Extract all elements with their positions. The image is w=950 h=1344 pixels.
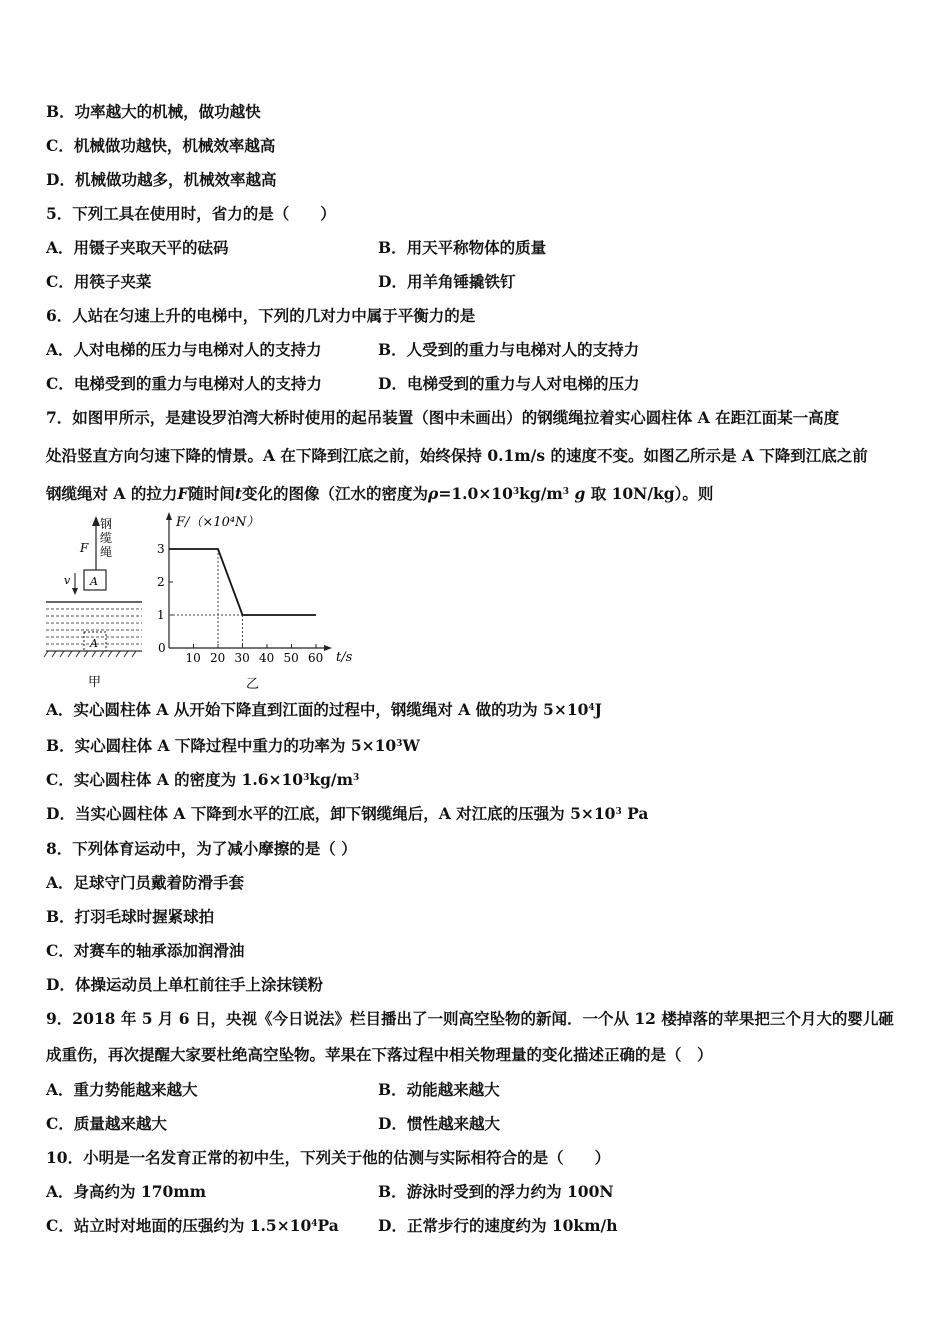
y-tick-label: 3 [157, 542, 165, 556]
rope-label-2: 缆 [100, 531, 113, 545]
q8-option-c: C．对赛车的轴承添加润滑油 [46, 941, 245, 960]
q7-option-d: D．当实心圆柱体 A 下降到水平的江底，卸下钢缆绳后，A 对江底的压强为 $5\times 10^3$ Pa [46, 804, 649, 823]
riverbed-hatch [44, 651, 136, 657]
figure-jia [44, 516, 142, 690]
x-tick-label: 50 [283, 651, 299, 665]
force-label: F [80, 541, 89, 555]
block-a-bottom-label: A [90, 637, 98, 650]
y-axis-arrow-icon [166, 512, 172, 520]
q9-option-c: C．质量越来越大 [46, 1114, 167, 1133]
x-tick-label: 60 [308, 651, 324, 665]
figure-yi [157, 512, 353, 692]
q7-figure [40, 506, 370, 692]
q10-option-c: C．站立时对地面的压强约为 $1.5\times 10^4Pa$ [46, 1216, 339, 1235]
caption-jia: 甲 [88, 675, 102, 690]
q6-option-a: A．人对电梯的压力与电梯对人的支持力 [46, 340, 322, 359]
block-a-label: A [90, 575, 98, 588]
q4-option-d: D．机械做功越多，机械效率越高 [46, 170, 277, 189]
x-tick-label: 30 [234, 651, 250, 665]
x-tick-label: 20 [210, 651, 226, 665]
q9-option-a: A．重力势能越来越大 [46, 1080, 198, 1099]
q10-option-a: A．身高约为 170mm [46, 1182, 207, 1201]
origin-label: 0 [158, 641, 166, 655]
x-tick-label: 10 [185, 651, 201, 665]
force-arrow-icon [92, 516, 100, 526]
velocity-label: v [64, 574, 71, 587]
y-tick-label: 1 [157, 608, 165, 622]
q8-stem: 8．下列体育运动中，为了减小摩擦的是（ ） [46, 839, 357, 858]
q5-option-c: C．用筷子夹菜 [46, 272, 152, 291]
q5-option-d: D．用羊角锤撬铁钉 [378, 272, 516, 291]
q10-option-d: D．正常步行的速度约为 10km/h [378, 1216, 618, 1235]
q4-option-c: C．机械做功越快，机械效率越高 [46, 136, 276, 155]
q8-option-d: D．体操运动员上单杠前往手上涂抹镁粉 [46, 975, 323, 994]
q7-option-c: C．实心圆柱体 A 的密度为 $1.6\times 10^3kg/m^3$ [46, 770, 360, 789]
q7-stem-line2: 处沿竖直方向匀速下降的情景。A 在下降到江底之前，始终保持 0.1m/s 的速度不变。如图乙所示是 A 下降到江底之前 [46, 446, 868, 465]
q9-option-b: B．动能越来越大 [378, 1080, 500, 1099]
x-axis-label: t/s [336, 650, 353, 665]
q7-stem-line3: 钢缆绳对 A 的拉力F随时间t变化的图像（江水的密度为$\rho=1.0\times 10^3kg/m^3$ g 取 10N/kg）。则 [46, 484, 714, 503]
q6-option-d: D．电梯受到的重力与人对电梯的压力 [378, 374, 640, 393]
x-axis-arrow-icon [324, 645, 332, 651]
q7-option-a: A．实心圆柱体 A 从开始下降直到江面的过程中，钢缆绳对 A 做的功为 $5\times 10^4J$ [46, 700, 603, 719]
velocity-arrow-icon [72, 588, 78, 595]
y-tick-label: 2 [157, 575, 165, 589]
rope-label-3: 绳 [100, 545, 113, 559]
q6-option-c: C．电梯受到的重力与电梯对人的支持力 [46, 374, 322, 393]
x-tick-label: 40 [259, 651, 275, 665]
q9-stem-line2: 成重伤，再次提醒大家要杜绝高空坠物。苹果在下落过程中相关物理量的变化描述正确的是（ ） [46, 1045, 713, 1064]
rope-label-1: 钢 [100, 517, 113, 531]
q5-stem: 5．下列工具在使用时，省力的是（ ） [46, 204, 336, 223]
q5-option-b: B．用天平称物体的质量 [378, 238, 547, 257]
caption-yi: 乙 [246, 677, 260, 692]
q10-stem: 10．小明是一名发育正常的初中生，下列关于他的估测与实际相符合的是（ ） [46, 1148, 611, 1167]
q10-option-b: B．游泳时受到的浮力约为 100N [378, 1182, 614, 1201]
q4-option-b: B．功率越大的机械，做功越快 [46, 102, 261, 121]
q9-option-d: D．惯性越来越大 [378, 1114, 500, 1133]
q9-stem-line1: 9．2018 年 5 月 6 日，央视《今日说法》栏目播出了一则高空坠物的新闻．一个从 12 楼掉落的苹果把三个月大的婴儿砸 [46, 1009, 894, 1028]
q6-option-b: B．人受到的重力与电梯对人的支持力 [378, 340, 640, 359]
q8-option-b: B．打羽毛球时握紧球拍 [46, 907, 215, 926]
y-axis-label: F/（×10⁴N） [176, 515, 260, 530]
q7-option-b: B．实心圆柱体 A 下降过程中重力的功率为 $5\times 10^3W$ [46, 736, 420, 755]
q7-stem-line1: 7．如图甲所示，是建设罗泊湾大桥时使用的起吊装置（图中未画出）的钢缆绳拉着实心圆柱体 A 在距江面某一高度 [46, 408, 840, 427]
q8-option-a: A．足球守门员戴着防滑手套 [46, 873, 245, 892]
q6-stem: 6．人站在匀速上升的电梯中，下列的几对力中属于平衡力的是 [46, 306, 476, 325]
q5-option-a: A．用镊子夹取天平的砝码 [46, 238, 229, 257]
force-time-series-line [169, 549, 316, 615]
